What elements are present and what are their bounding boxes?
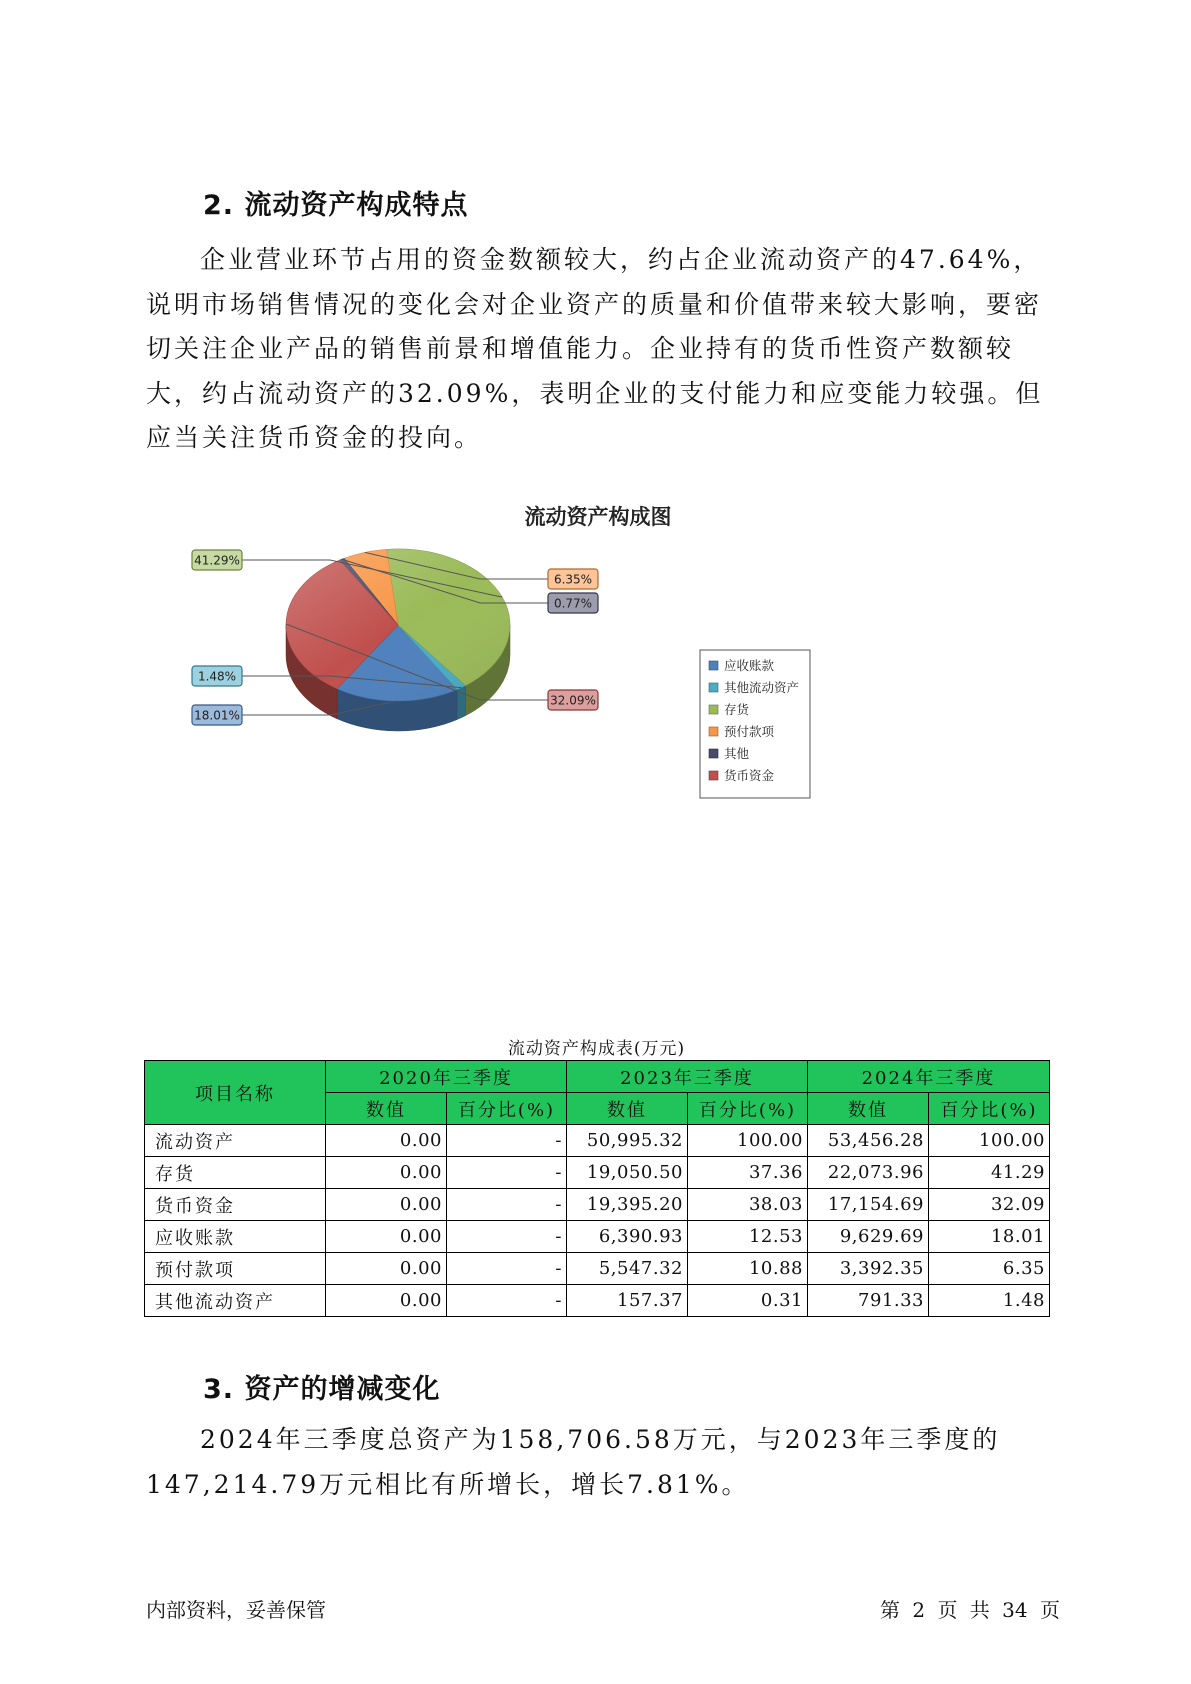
header-period-2020: 2020年三季度 xyxy=(326,1061,567,1093)
data-label: 0.77% xyxy=(553,596,593,611)
cell-percent: 38.03 xyxy=(688,1189,808,1221)
header-value: 数值 xyxy=(808,1093,929,1125)
pie-side-1 xyxy=(457,686,466,720)
row-name: 货币资金 xyxy=(145,1189,326,1221)
table-row xyxy=(145,1285,1050,1317)
header-percent: 百分比(%) xyxy=(929,1093,1050,1125)
header-value: 数值 xyxy=(567,1093,688,1125)
cell-value: 6,390.93 xyxy=(567,1221,688,1253)
cell-value: 50,995.32 xyxy=(567,1125,688,1157)
legend-entry: 其他流动资产 xyxy=(724,680,800,695)
cell-percent: 41.29 xyxy=(929,1157,1050,1189)
table-row xyxy=(145,1189,1050,1221)
legend-entry: 应收账款 xyxy=(724,658,775,673)
table-row xyxy=(145,1125,1050,1157)
legend-swatch xyxy=(709,771,718,780)
row-name: 其他流动资产 xyxy=(145,1285,326,1317)
data-label: 32.09% xyxy=(550,693,596,708)
cell-value: 17,154.69 xyxy=(808,1189,929,1221)
cell-value: 5,547.32 xyxy=(567,1253,688,1285)
header-value: 数值 xyxy=(326,1093,447,1125)
pie-gloss xyxy=(286,549,510,701)
cell-percent: 10.88 xyxy=(688,1253,808,1285)
legend-swatch xyxy=(709,727,718,736)
cell-value: 19,395.20 xyxy=(567,1189,688,1221)
row-name: 流动资产 xyxy=(145,1125,326,1157)
footer-confidential-note: 内部资料，妥善保管 xyxy=(146,1598,326,1622)
cell-percent: 37.36 xyxy=(688,1157,808,1189)
data-label: 1.48% xyxy=(197,669,237,684)
cell-value: 19,050.50 xyxy=(567,1157,688,1189)
table-caption: 流动资产构成表(万元) xyxy=(507,1039,686,1059)
footer-page-number: 第 2 页 共 34 页 xyxy=(880,1598,1060,1622)
current-assets-pie-chart xyxy=(180,500,860,820)
table-row xyxy=(145,1221,1050,1253)
cell-value: 0.00 xyxy=(326,1221,447,1253)
cell-percent: 0.31 xyxy=(688,1285,808,1317)
cell-percent: - xyxy=(447,1285,567,1317)
cell-value: 0.00 xyxy=(326,1157,447,1189)
table-row xyxy=(145,1253,1050,1285)
row-name: 预付款项 xyxy=(145,1253,326,1285)
cell-percent: 100.00 xyxy=(929,1125,1050,1157)
header-period-2023: 2023年三季度 xyxy=(567,1061,808,1093)
asset-change-paragraph: 2024年三季度总资产为158,706.58万元，与2023年三季度的147,214.79万元相比有所增长，增长7.81%。 xyxy=(146,1425,1001,1499)
chart-legend xyxy=(700,650,810,798)
cell-value: 0.00 xyxy=(326,1125,447,1157)
header-percent: 百分比(%) xyxy=(447,1093,567,1125)
legend-swatch xyxy=(709,683,718,692)
data-label: 41.29% xyxy=(194,553,240,568)
legend-swatch xyxy=(709,661,718,670)
cell-value: 157.37 xyxy=(567,1285,688,1317)
legend-entry: 存货 xyxy=(724,702,750,717)
cell-value: 3,392.35 xyxy=(808,1253,929,1285)
row-name: 应收账款 xyxy=(145,1221,326,1253)
cell-percent: - xyxy=(447,1157,567,1189)
legend-entry: 货币资金 xyxy=(724,768,775,783)
cell-percent: - xyxy=(447,1221,567,1253)
chart-title: 流动资产构成图 xyxy=(524,505,672,529)
section-heading-current-assets: 2. 流动资产构成特点 xyxy=(203,190,469,221)
legend-entry: 其他 xyxy=(724,746,750,761)
cell-value: 9,629.69 xyxy=(808,1221,929,1253)
cell-percent: - xyxy=(447,1125,567,1157)
cell-value: 53,456.28 xyxy=(808,1125,929,1157)
header-percent: 百分比(%) xyxy=(688,1093,808,1125)
cell-percent: 12.53 xyxy=(688,1221,808,1253)
data-label: 6.35% xyxy=(553,572,593,587)
cell-percent: 100.00 xyxy=(688,1125,808,1157)
cell-percent: - xyxy=(447,1189,567,1221)
header-item-name: 项目名称 xyxy=(145,1061,326,1125)
section-heading-asset-change: 3. 资产的增减变化 xyxy=(203,1374,441,1405)
header-period-2024: 2024年三季度 xyxy=(808,1061,1050,1093)
cell-value: 22,073.96 xyxy=(808,1157,929,1189)
cell-percent: 18.01 xyxy=(929,1221,1050,1253)
row-name: 存货 xyxy=(145,1157,326,1189)
table-row xyxy=(145,1157,1050,1189)
cell-percent: 6.35 xyxy=(929,1253,1050,1285)
legend-swatch xyxy=(709,749,718,758)
cell-percent: 1.48 xyxy=(929,1285,1050,1317)
cell-value: 0.00 xyxy=(326,1189,447,1221)
cell-percent: 32.09 xyxy=(929,1189,1050,1221)
cell-value: 0.00 xyxy=(326,1285,447,1317)
legend-entry: 预付款项 xyxy=(724,724,775,739)
current-assets-paragraph: 企业营业环节占用的资金数额较大，约占企业流动资产的47.64%，说明市场销售情况的变化会对企业资产的质量和价值带来较大影响，要密切关注企业产品的销售前景和增值能力。企业持有的货币性资产数额较大，约占流动资产的32.09%，表明企业的支付能力和应变能力较强。但应当关注货币资金的投向。 xyxy=(146,245,1044,452)
legend-swatch xyxy=(709,705,718,714)
cell-value: 0.00 xyxy=(326,1253,447,1285)
cell-percent: - xyxy=(447,1253,567,1285)
data-label: 18.01% xyxy=(194,708,240,723)
current-assets-table xyxy=(144,1060,1050,1317)
cell-value: 791.33 xyxy=(808,1285,929,1317)
